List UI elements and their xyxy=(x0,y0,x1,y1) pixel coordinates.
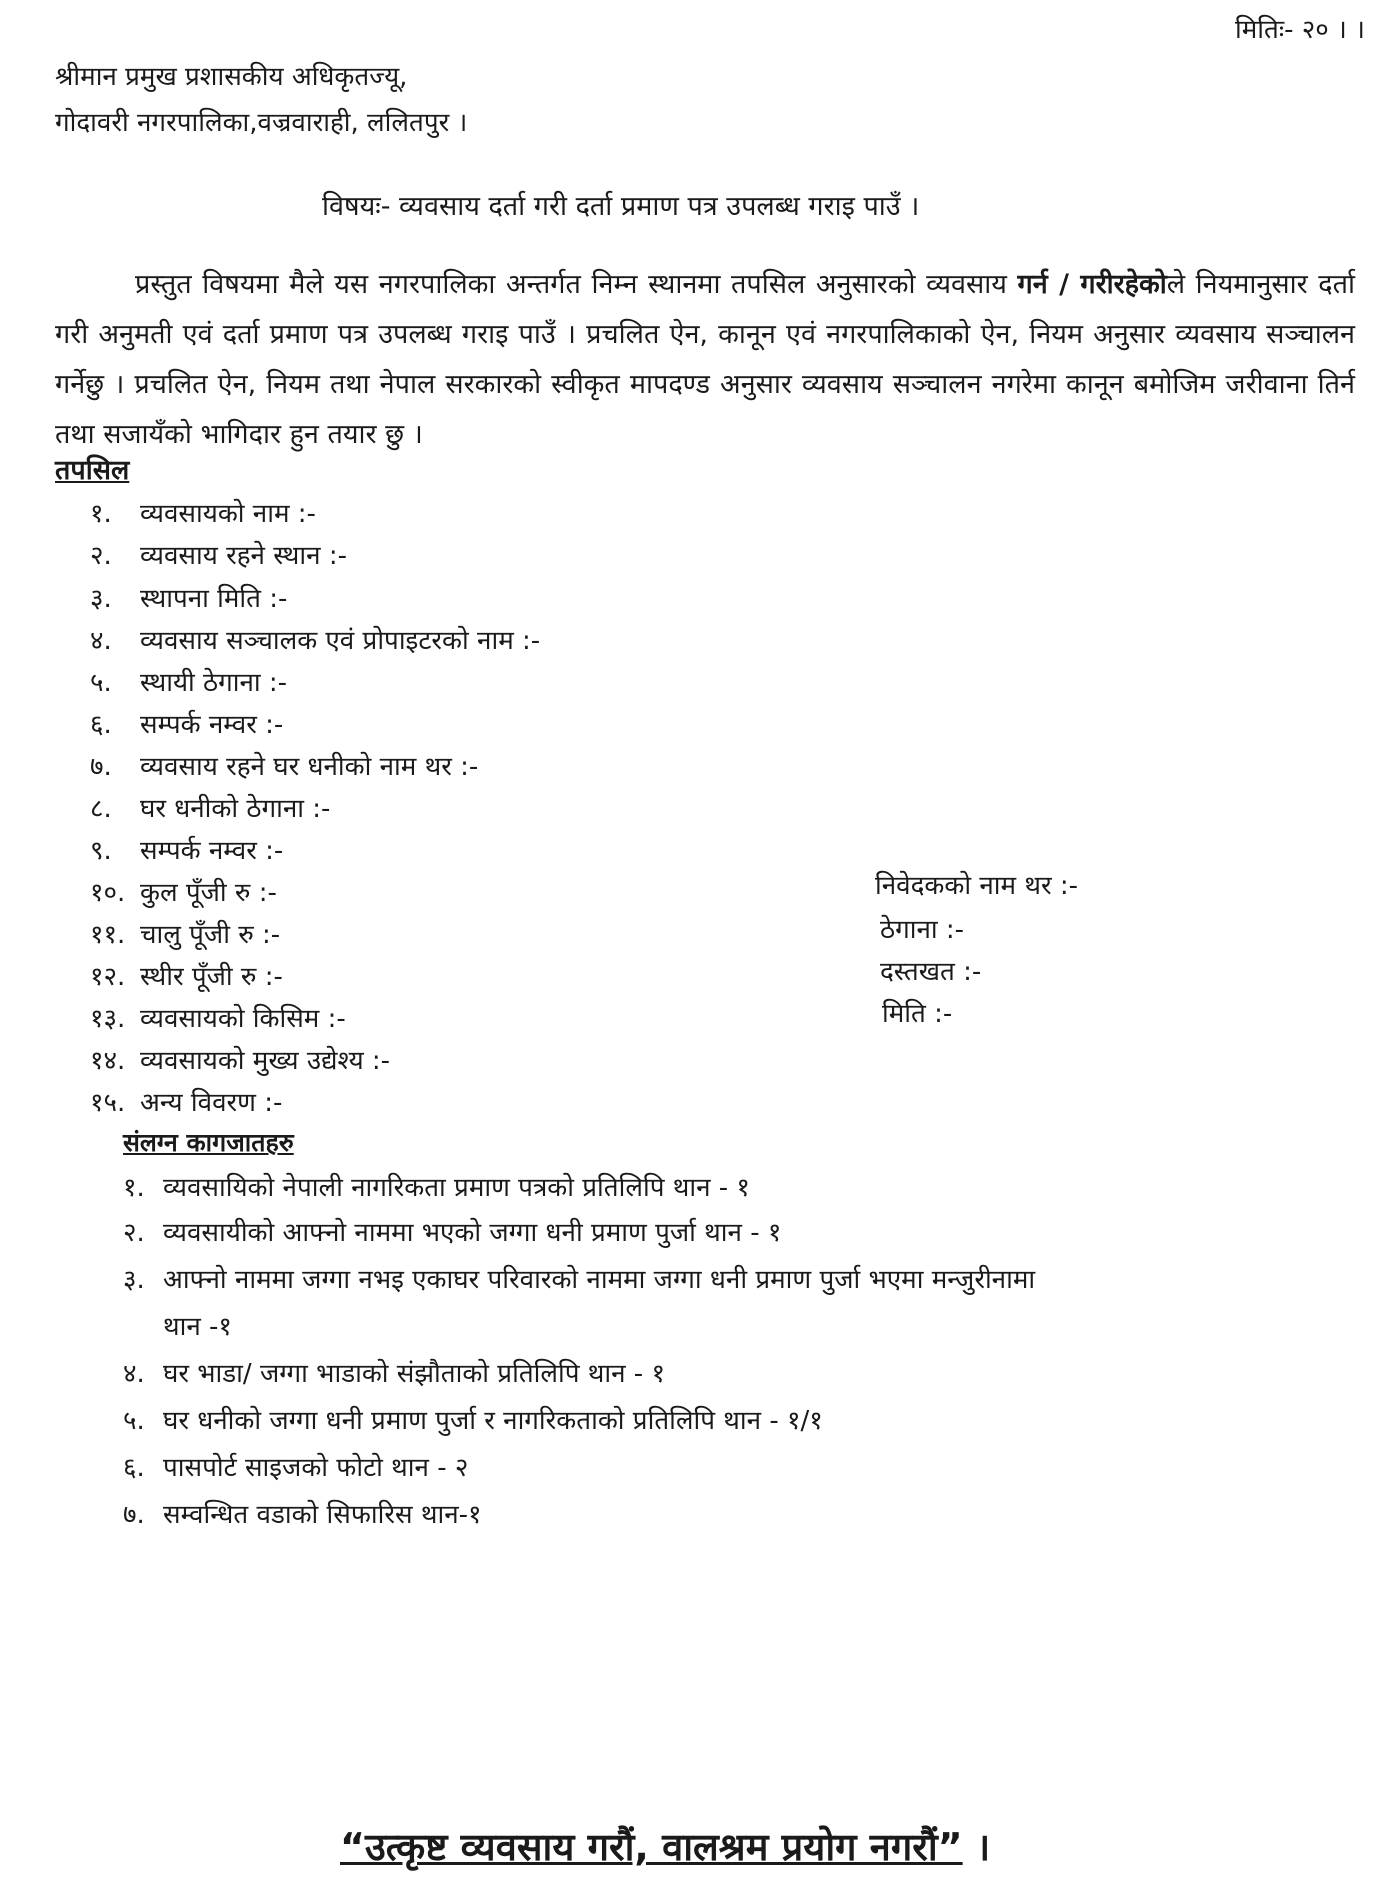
subject-line: विषयः- व्यवसाय दर्ता गरी दर्ता प्रमाण पत्र उपलब्ध गराइ पाउँ । xyxy=(322,191,920,222)
applicant-address-field: ठेगाना :- xyxy=(880,915,965,945)
attachment-item-continuation: थान -१ xyxy=(163,1312,232,1342)
attachment-item: २. व्यवसायीको आफ्नो नाममा भएको जग्गा धनी प्रमाण पुर्जा थान - १ xyxy=(123,1218,782,1248)
attachment-item: ६. पासपोर्ट साइजको फोटो थान - २ xyxy=(123,1453,469,1483)
details-item: ३. स्थापना मिति :- xyxy=(90,584,288,614)
slogan-end: । xyxy=(962,1825,991,1869)
details-item: १०. कुल पूँजी रु :- xyxy=(90,878,277,908)
details-item: १३. व्यवसायको किसिम :- xyxy=(90,1004,346,1034)
body-bold-text: गर्न / गरीरहेको xyxy=(1017,269,1167,300)
details-item: ८. घर धनीको ठेगाना :- xyxy=(90,794,331,824)
attachment-item: ४. घर भाडा/ जग्गा भाडाको संझौताको प्रतिलिपि थान - १ xyxy=(123,1359,665,1389)
body-text-part-1: प्रस्तुत विषयमा मैले यस नगरपालिका अन्तर्गत निम्न स्थानमा तपसिल अनुसारको व्यवसाय xyxy=(135,269,1018,300)
details-item: १४. व्यवसायको मुख्य उद्येश्य :- xyxy=(90,1046,391,1076)
attachment-item: १. व्यवसायिको नेपाली नागरिकता प्रमाण पत्रको प्रतिलिपि थान - १ xyxy=(123,1173,750,1203)
addressee-line-1: श्रीमान प्रमुख प्रशासकीय अधिकृतज्यू, xyxy=(55,62,408,92)
slogan-quote: “उत्कृष्ट व्यवसाय गरौं, वालश्रम प्रयोग नगरौं” xyxy=(340,1825,963,1869)
details-item: ७. व्यवसाय रहने घर धनीको नाम थर :- xyxy=(90,752,479,782)
attachment-item: ७. सम्वन्धित वडाको सिफारिस थान-१ xyxy=(123,1500,482,1530)
details-item: ५. स्थायी ठेगाना :- xyxy=(90,668,288,698)
details-item: ४. व्यवसाय सञ्चालक एवं प्रोपाइटरको नाम :- xyxy=(90,626,541,656)
details-heading: तपसिल xyxy=(55,455,130,486)
details-item: ९. सम्पर्क नम्वर :- xyxy=(90,836,284,866)
applicant-date-field: मिति :- xyxy=(882,999,953,1029)
attachments-heading: संलग्न कागजातहरु xyxy=(123,1128,294,1157)
applicant-name-field: निवेदकको नाम थर :- xyxy=(875,871,1078,901)
applicant-signature-field: दस्तखत :- xyxy=(880,957,982,987)
body-text-part-2: ले नियमानुसार दर्ता गरी अनुमती एवं दर्ता प्रमाण पत्र उपलब्ध गराइ पाउँ । प्रचलित ऐन, कानून एवं नगरपालिकाको ऐन, नियम अनुसार व्यवसाय सञ्चालन गर्नेछु । प्रचलित ऐन, नियम तथा नेपाल सरकारको स्वीकृत मापदण्ड अनुसार व्यवसाय सञ्चालन नगरेमा कानून बमोजिम जरीवाना तिर्न तथा सजायँको भागिदार हुन तयार छु । xyxy=(55,269,1356,450)
details-item: १५. अन्य विवरण :- xyxy=(90,1088,283,1118)
attachment-item: ३. आफ्नो नाममा जग्गा नभइ एकाघर परिवारको नाममा जग्गा धनी प्रमाण पुर्जा भएमा मन्जुरीनामा xyxy=(123,1265,1036,1295)
details-item: १. व्यवसायको नाम :- xyxy=(90,499,316,529)
letter-body xyxy=(55,260,1355,460)
details-item: १२. स्थीर पूँजी रु :- xyxy=(90,962,283,992)
date-field: मितिः- २० । । xyxy=(1234,15,1365,45)
details-item: ११. चालु पूँजी रु :- xyxy=(90,920,281,950)
slogan xyxy=(340,1820,990,1872)
details-item: २. व्यवसाय रहने स्थान :- xyxy=(90,541,347,571)
attachment-item: ५. घर धनीको जग्गा धनी प्रमाण पुर्जा र नागरिकताको प्रतिलिपि थान - १/१ xyxy=(123,1406,823,1436)
details-item: ६. सम्पर्क नम्वर :- xyxy=(90,710,284,740)
addressee-line-2: गोदावरी नगरपालिका,वज्रवाराही, ललितपुर । xyxy=(55,108,468,138)
